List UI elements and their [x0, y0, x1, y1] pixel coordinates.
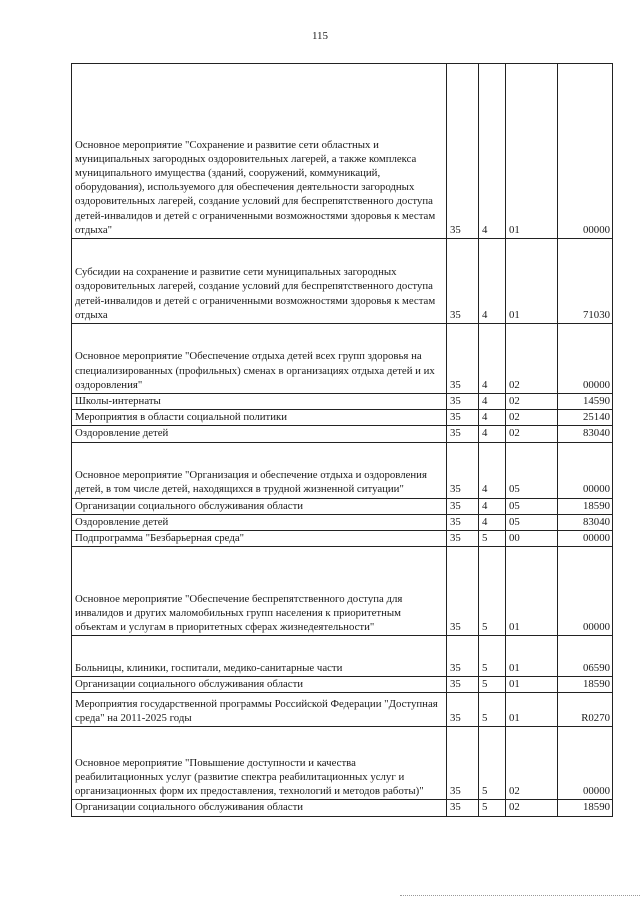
row-name: Оздоровление детей	[72, 514, 447, 530]
row-name: Школы-интернаты	[72, 394, 447, 410]
scan-edge-line	[400, 895, 640, 896]
row-name: Субсидии на сохранение и развитие сети муниципальных загородных оздоровительных лагерей, создание условий для беспрепятственного доступа детей-инвалидов и детей с ограниченными возможностями здоровья к местам отдыха	[72, 239, 447, 324]
table-row	[72, 410, 613, 426]
table-row	[72, 239, 613, 324]
table-row	[72, 514, 613, 530]
row-name: Основное мероприятие "Обеспечение беспрепятственного доступа для инвалидов и других маломобильных групп населения к приоритетным объектам и услугам в приоритетных сферах жизнедеятельности"	[72, 547, 447, 636]
row-direction-code: 00000	[558, 727, 613, 800]
row-measure-code: 01	[506, 677, 558, 693]
table-row	[72, 426, 613, 442]
row-measure-code: 05	[506, 514, 558, 530]
table-row	[72, 636, 613, 677]
table-row	[72, 324, 613, 394]
row-subprogram-code: 4	[479, 410, 506, 426]
row-direction-code: 18590	[558, 800, 613, 816]
row-measure-code: 02	[506, 410, 558, 426]
budget-classification-table	[71, 63, 613, 817]
row-measure-code: 02	[506, 394, 558, 410]
row-name: Основное мероприятие "Повышение доступности и качества реабилитационных услуг (развитие спектра реабилитационных услуг и организационных форм их предоставления, технологий и методов работы)"	[72, 727, 447, 800]
row-subprogram-code: 5	[479, 636, 506, 677]
table-row	[72, 394, 613, 410]
row-direction-code: 06590	[558, 636, 613, 677]
row-direction-code: 00000	[558, 547, 613, 636]
row-direction-code: 00000	[558, 442, 613, 498]
row-program-code: 35	[447, 727, 479, 800]
table-row	[72, 677, 613, 693]
row-subprogram-code: 4	[479, 394, 506, 410]
row-direction-code: 71030	[558, 239, 613, 324]
row-direction-code: 83040	[558, 426, 613, 442]
row-direction-code: 00000	[558, 324, 613, 394]
row-program-code: 35	[447, 498, 479, 514]
row-measure-code: 01	[506, 239, 558, 324]
row-program-code: 35	[447, 693, 479, 727]
row-name: Основное мероприятие "Организация и обеспечение отдыха и оздоровления детей, в том числе детей, находящихся в трудной жизненной ситуации"	[72, 442, 447, 498]
row-program-code: 35	[447, 324, 479, 394]
row-subprogram-code: 5	[479, 547, 506, 636]
row-direction-code: 14590	[558, 394, 613, 410]
row-subprogram-code: 4	[479, 64, 506, 239]
row-subprogram-code: 4	[479, 498, 506, 514]
table-row	[72, 64, 613, 239]
row-measure-code: 05	[506, 442, 558, 498]
row-program-code: 35	[447, 239, 479, 324]
table-row	[72, 727, 613, 800]
row-measure-code: 01	[506, 547, 558, 636]
table-row	[72, 531, 613, 547]
row-subprogram-code: 4	[479, 514, 506, 530]
row-subprogram-code: 5	[479, 531, 506, 547]
row-program-code: 35	[447, 800, 479, 816]
row-program-code: 35	[447, 426, 479, 442]
row-name: Подпрограмма "Безбарьерная среда"	[72, 531, 447, 547]
row-name: Оздоровление детей	[72, 426, 447, 442]
table-row	[72, 800, 613, 816]
row-direction-code: 25140	[558, 410, 613, 426]
row-subprogram-code: 4	[479, 442, 506, 498]
row-measure-code: 02	[506, 426, 558, 442]
row-direction-code: R0270	[558, 693, 613, 727]
row-name: Больницы, клиники, госпитали, медико-санитарные части	[72, 636, 447, 677]
row-program-code: 35	[447, 531, 479, 547]
row-measure-code: 02	[506, 324, 558, 394]
row-name: Организации социального обслуживания области	[72, 498, 447, 514]
row-subprogram-code: 5	[479, 800, 506, 816]
row-subprogram-code: 4	[479, 426, 506, 442]
row-measure-code: 01	[506, 64, 558, 239]
row-direction-code: 83040	[558, 514, 613, 530]
row-subprogram-code: 5	[479, 677, 506, 693]
row-measure-code: 02	[506, 727, 558, 800]
row-direction-code: 00000	[558, 64, 613, 239]
row-name: Мероприятия государственной программы Российской Федерации "Доступная среда" на 2011-2025 годы	[72, 693, 447, 727]
row-program-code: 35	[447, 394, 479, 410]
row-subprogram-code: 4	[479, 239, 506, 324]
table-row	[72, 547, 613, 636]
row-name: Основное мероприятие "Сохранение и развитие сети областных и муниципальных загородных оздоровительных лагерей, а также комплекса муниципального имущества (зданий, сооружений, коммуникаций, оборудования), используемого для обеспечения деятельности загородных оздоровительных лагерей, создание условий для беспрепятственного доступа детей-инвалидов и детей с ограниченными возможностями здоровья к местам отдыха"	[72, 64, 447, 239]
row-direction-code: 18590	[558, 677, 613, 693]
row-name: Основное мероприятие "Обеспечение отдыха детей всех групп здоровья на специализированных (профильных) сменах в организациях отдыха детей и их оздоровления"	[72, 324, 447, 394]
row-direction-code: 18590	[558, 498, 613, 514]
row-name: Организации социального обслуживания области	[72, 677, 447, 693]
row-measure-code: 01	[506, 636, 558, 677]
table-row	[72, 498, 613, 514]
table-row	[72, 693, 613, 727]
row-subprogram-code: 5	[479, 727, 506, 800]
row-program-code: 35	[447, 677, 479, 693]
row-program-code: 35	[447, 410, 479, 426]
row-measure-code: 05	[506, 498, 558, 514]
row-measure-code: 02	[506, 800, 558, 816]
page-number: 115	[311, 30, 329, 42]
row-program-code: 35	[447, 547, 479, 636]
row-subprogram-code: 4	[479, 324, 506, 394]
row-program-code: 35	[447, 636, 479, 677]
row-direction-code: 00000	[558, 531, 613, 547]
row-program-code: 35	[447, 64, 479, 239]
row-name: Мероприятия в области социальной политики	[72, 410, 447, 426]
row-subprogram-code: 5	[479, 693, 506, 727]
row-program-code: 35	[447, 442, 479, 498]
row-program-code: 35	[447, 514, 479, 530]
row-name: Организации социального обслуживания области	[72, 800, 447, 816]
table-row	[72, 442, 613, 498]
row-measure-code: 01	[506, 693, 558, 727]
row-measure-code: 00	[506, 531, 558, 547]
